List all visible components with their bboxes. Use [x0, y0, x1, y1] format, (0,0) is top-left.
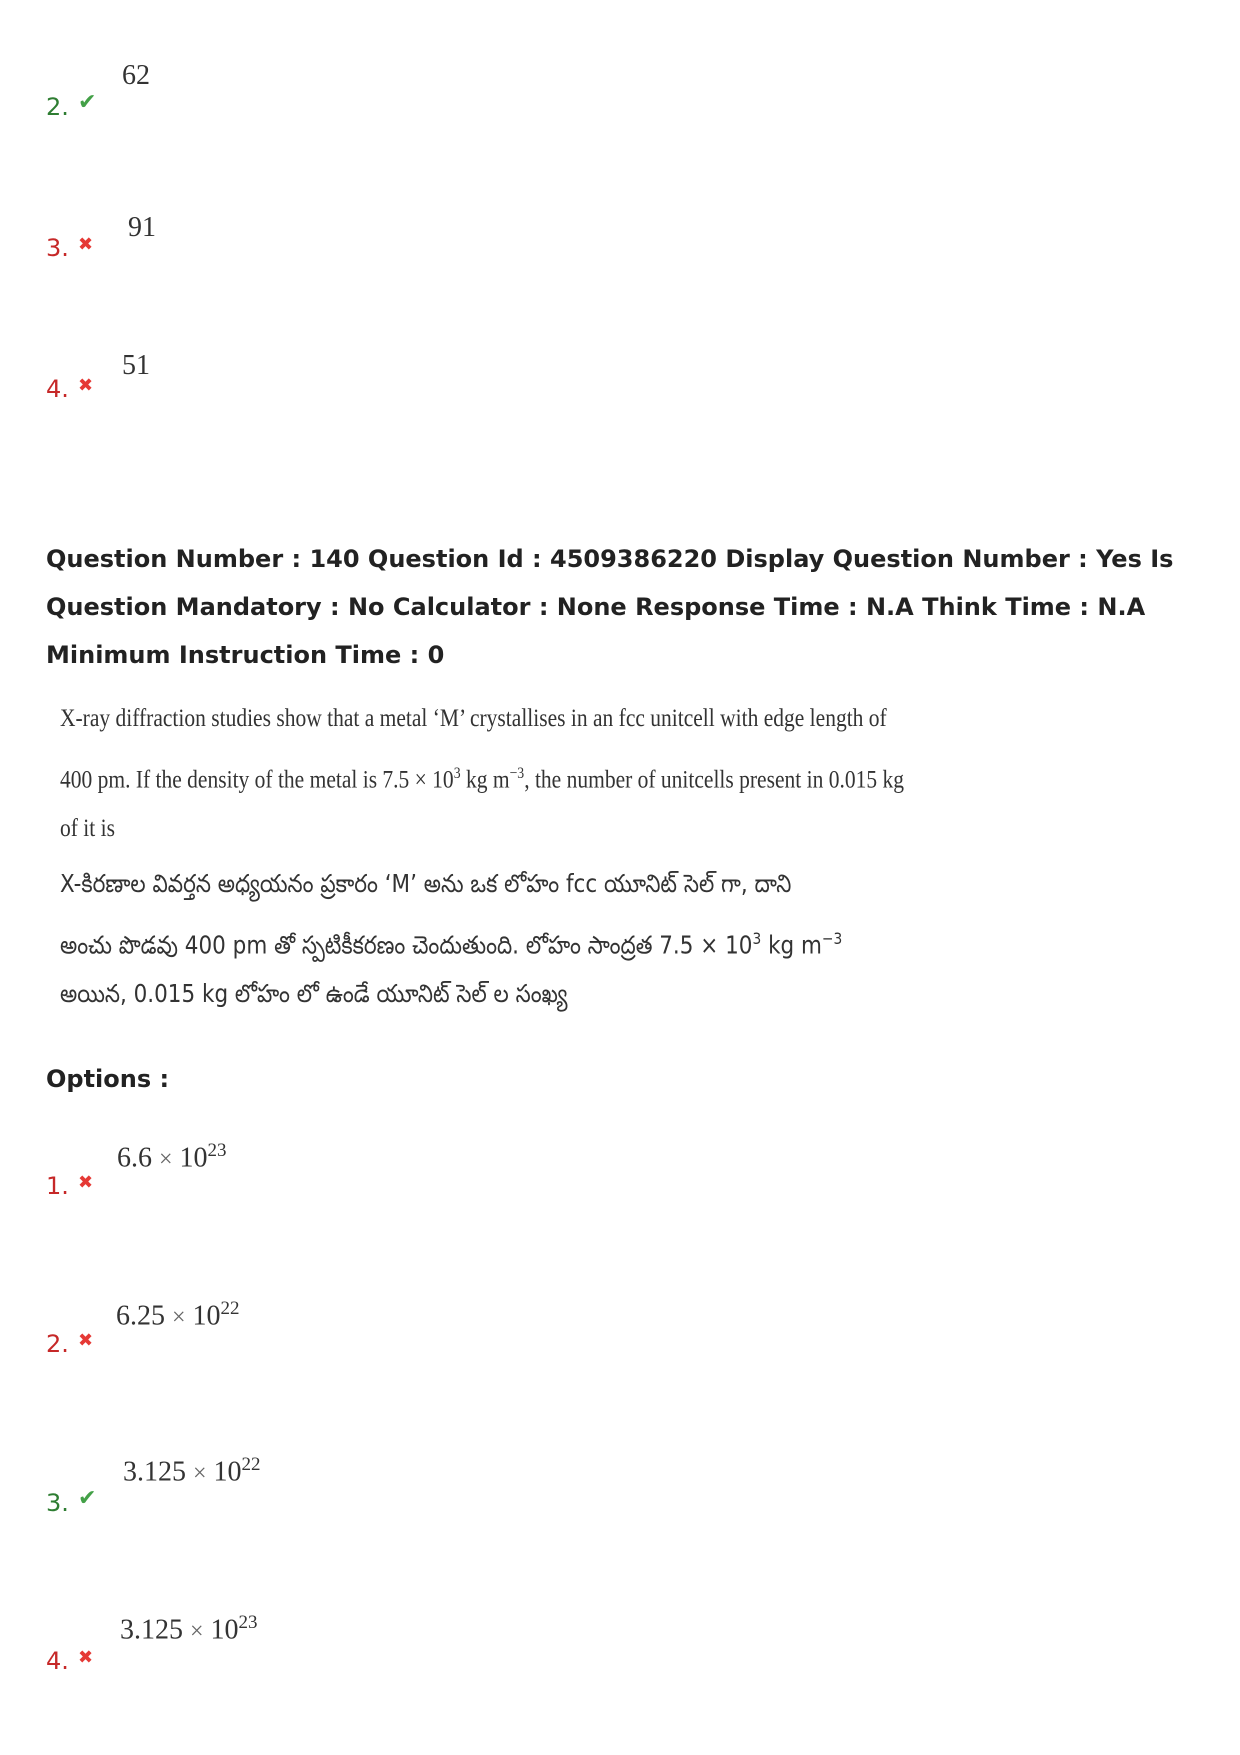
option-3	[0, 1454, 1240, 1534]
question-te-line-1: X-కిరణాల వివర్తన అధ్యయనం ప్రకారం ‘M’ అను ఒక లోహం fcc యూనిట్ సెల్ గా, దాని	[60, 869, 792, 898]
check-icon: ✔	[78, 90, 97, 115]
question-en-line-2: 400 pm. If the density of the metal is $7.5 \times 10^3$ kg $m^{-3}$, the number of unitcells present in 0.015 kg	[60, 765, 904, 794]
question-text	[60, 695, 904, 1025]
question-en-line-1: X-ray diffraction studies show that a metal ‘M’ crystallises in an fcc unitcell with edge length of	[60, 705, 887, 732]
check-icon: ✔	[78, 1486, 97, 1511]
option-value: $6.25 \times 10^{22}$	[116, 1298, 240, 1332]
prev-option-4	[0, 345, 1240, 425]
option-4	[0, 1612, 1240, 1692]
question-meta: Question Number : 140 Question Id : 4509386220 Display Question Number : Yes Is Question Mandatory : No Calculator : None Response Time : N.A Think Time : N.A Minimum Instruction Time : 0	[46, 545, 1174, 669]
option-number: 4.	[46, 1647, 69, 1675]
option-number: 2.	[46, 1330, 69, 1358]
question-te-line-2: అంచు పొడవు 400 pm తో స్పటికీకరణం చెందుతుంది. లోహం సాంద్రత $7.5 \times 10^3$ kg $m^{-3}$	[60, 929, 843, 960]
option-1	[0, 1140, 1240, 1220]
option-value: $3.125 \times 10^{22}$	[123, 1454, 261, 1488]
prev-option-value: 62	[122, 60, 150, 91]
cross-icon: ✖	[78, 1330, 94, 1351]
option-value: $6.6 \times 10^{23}$	[117, 1140, 227, 1174]
cross-icon: ✖	[78, 375, 94, 396]
prev-option-number: 2.	[46, 93, 69, 121]
options-label: Options :	[46, 1065, 170, 1093]
prev-option-2	[0, 55, 1240, 135]
cross-icon: ✖	[78, 1172, 94, 1193]
cross-icon: ✖	[78, 1647, 94, 1668]
option-number: 1.	[46, 1172, 69, 1200]
option-2	[0, 1298, 1240, 1378]
prev-option-value: 51	[122, 350, 150, 381]
question-te-line-3: అయిన, 0.015 kg లోహం లో ఉండే యూనిట్ సెల్ ల సంఖ్య	[60, 979, 568, 1008]
option-value: $3.125 \times 10^{23}$	[120, 1612, 258, 1646]
cross-icon: ✖	[78, 234, 94, 255]
prev-option-3	[0, 208, 1240, 288]
prev-option-number: 3.	[46, 234, 69, 262]
question-en-line-3: of it is	[60, 815, 115, 842]
option-number: 3.	[46, 1489, 69, 1517]
prev-option-value: 91	[128, 212, 156, 243]
prev-option-number: 4.	[46, 375, 69, 403]
